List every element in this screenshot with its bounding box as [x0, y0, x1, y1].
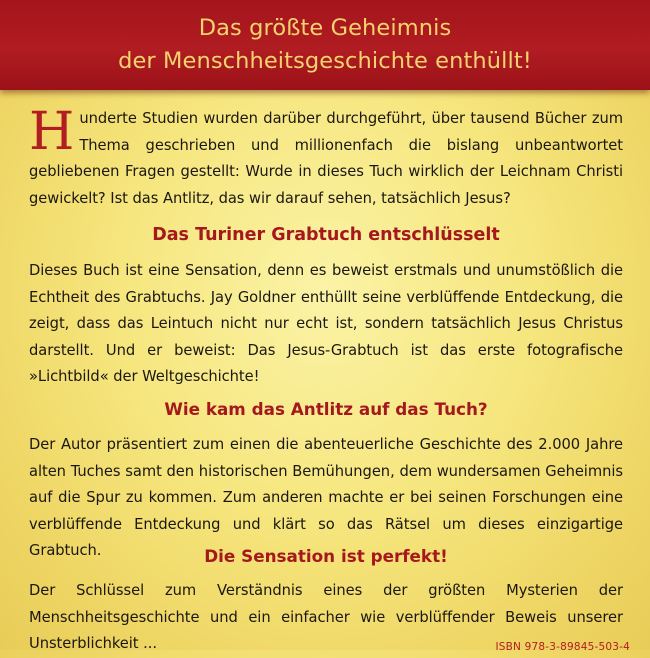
- section-title: Wie kam das Antlitz auf das Tuch?: [164, 399, 488, 419]
- headline-line-2: der Menschheitsgeschichte enthüllt!: [118, 48, 532, 74]
- isbn-label: ISBN 978-3-89845-503-4: [495, 641, 630, 653]
- intro-paragraph: [29, 102, 623, 212]
- section-title: Die Sensation ist perfekt!: [204, 546, 448, 566]
- drop-cap: H: [29, 102, 75, 162]
- intro-text: underte Studien wurden darüber durchgeführt, über tausend Bücher zum Thema geschrieben und millionenfach die bislang unbeantwortet gebliebenen Fragen gestellt: Wurde in dieses Tuch wirklich der Leichnam Christi gewickelt? Ist das Antlitz, das wir darauf sehen, tatsächlich Jesus?: [29, 110, 623, 207]
- header-banner: [0, 0, 650, 90]
- section-text: Der Schlüssel zum Verständnis eines der größten Mysterien der Menschheitsgeschichte und ein einfacher wie verblüffender Beweis unserer Unsterblichkeit ...: [29, 582, 623, 652]
- section-title: Das Turiner Grabtuch entschlüsselt: [152, 225, 500, 245]
- section-turiner-grabtuch: [29, 223, 623, 391]
- section-text: Dieses Buch ist eine Sensation, denn es beweist erstmals und unumstößlich die Echtheit des Grabtuchs. Jay Goldner enthüllt seine verblüffende Entdeckung, die zeigt, dass das Leintuch nicht nur echt ist, sondern tatsächlich Jesus Christus darstellt. Und er beweist: Das Jesus-Grabtuch ist das erste fotografische »Lichtbild« der Weltgeschichte!: [29, 262, 623, 385]
- section-antlitz: [29, 397, 623, 565]
- section-text: Der Autor präsentiert zum einen die abenteuerliche Geschichte des 2.000 Jahre alten Tuches samt den historischen Bemühungen, dem wundersamen Geheimnis auf die Spur zu kommen. Zum anderen machte er bei seinen Forschungen eine verblüffende Entdeckung und klärt so das Rätsel um dieses einzigartige Grabtuch.: [29, 436, 623, 559]
- headline-line-1: Das größte Geheimnis: [198, 15, 452, 41]
